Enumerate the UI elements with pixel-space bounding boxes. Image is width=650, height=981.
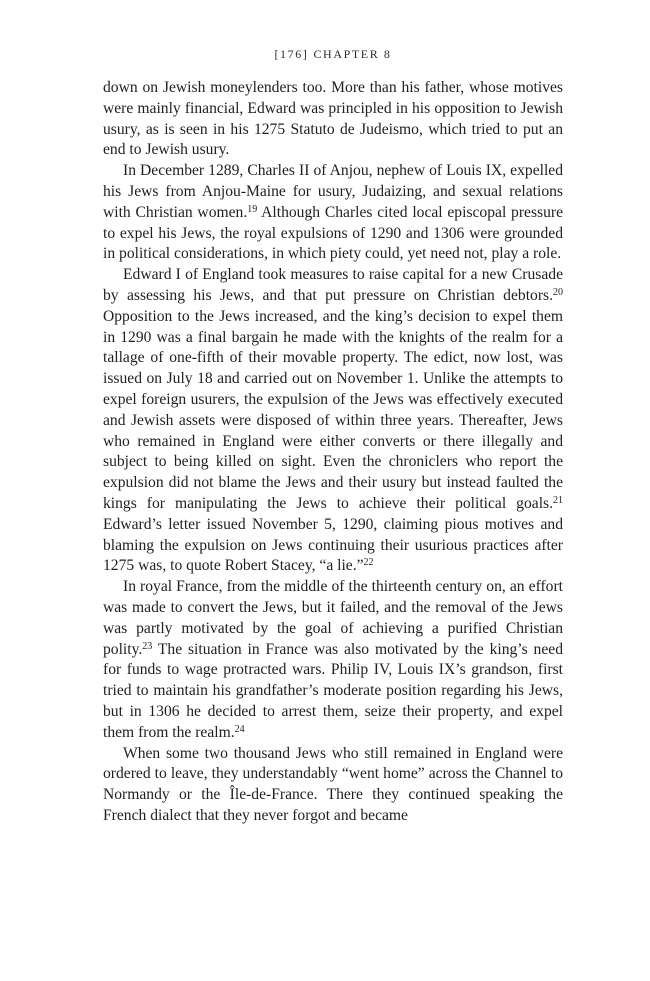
chapter-title: CHAPTER 8 — [313, 47, 392, 61]
body-text — [103, 78, 563, 827]
text-run: Although Charles cited local episcopal pressure to expel his Jews, the royal expulsions of 1290 and 1306 were grounded in political considerations, in which piety could, yet need not, play a role. — [103, 203, 564, 263]
footnote-marker[interactable]: 21 — [553, 494, 563, 506]
page-number: [176] — [274, 47, 309, 61]
paragraph — [103, 265, 563, 577]
text-run: Edward I of England took measures to raise capital for a new Crusade by assessing his Jews, and that put pressure on Christian debtors. — [103, 266, 563, 304]
footnote-marker[interactable]: 20 — [553, 286, 563, 298]
text-run: Edward’s letter issued November 5, 1290, claiming pious motives and blaming the expulsion on Jews continuing their usurious practices after 1275 was, to quote Robert Stacey, “a lie.” — [103, 515, 563, 575]
text-run: The situation in France was also motivated by the king’s need for funds to wage protracted wars. Philip IV, Louis IX’s grandson, first tried to maintain his grandfather’s moderate position regarding his Jews, but in 1306 he decided to arrest them, seize their property, and expel them from the realm. — [103, 640, 563, 741]
paragraph — [103, 161, 563, 265]
footnote-marker[interactable]: 23 — [142, 640, 153, 652]
paragraph — [103, 577, 563, 743]
paragraph — [103, 744, 563, 827]
text-run: In December 1289, Charles II of Anjou, nephew of Louis IX, expelled his Jews from Anjou-Maine for usury, Judaizing, and sexual relations with Christian women. — [103, 162, 563, 221]
paragraph — [103, 78, 563, 161]
text-run: down on Jewish moneylenders too. More than his father, whose motives were mainly financial, Edward was principled in his opposition to Jewish usury, as is seen in his 1275 Statuto de Judeismo, which tried to put an end to Jewish usury. — [103, 79, 563, 159]
footnote-marker[interactable]: 19 — [247, 203, 258, 215]
text-run: Opposition to the Jews increased, and the king’s decision to expel them in 1290 was a final bargain he made with the knights of the realm for a tallage of one-fifth of their movable property. The edict, now lost, was issued on July 18 and carried out on November 1. Unlike the attempts to expel foreign usurers, the expulsion of the Jews was effectively executed and Jewish assets were disposed of within three years. Thereafter, Jews who remained in England were either converts or there illegally and subject to being killed on sight. Even the chroniclers who report the expulsion did not blame the Jews and their usury but instead faulted the kings for manipulating the Jews to achieve their political goals. — [103, 307, 563, 512]
footnote-marker[interactable]: 22 — [363, 557, 374, 569]
running-head — [103, 47, 563, 62]
text-run: In royal France, from the middle of the thirteenth century on, an effort was made to convert the Jews, but it failed, and the removal of the Jews was partly motivated by the goal of achieving a purified Christian polity. — [103, 578, 563, 658]
text-run: When some two thousand Jews who still remained in England were ordered to leave, they understandably “went home” across the Channel to Normandy or the Île-de-France. There they continued speaking the French dialect that they never forgot and became — [103, 744, 563, 824]
footnote-marker[interactable]: 24 — [234, 723, 245, 735]
